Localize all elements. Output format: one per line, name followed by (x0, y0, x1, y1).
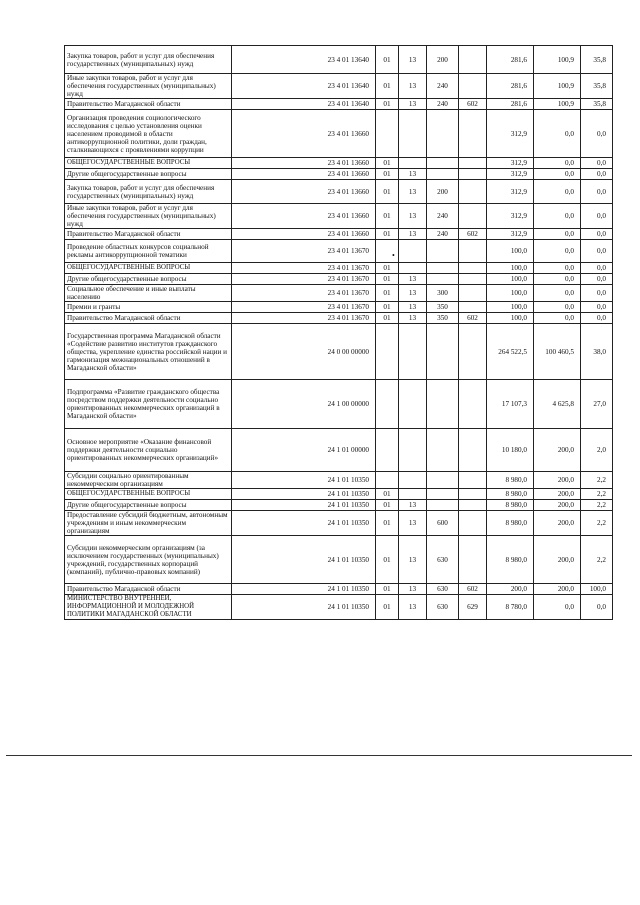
cell-vr (427, 240, 459, 263)
cell-pr (399, 110, 427, 158)
cell-name: Закупка товаров, работ и услуг для обеспечения государственных (муниципальных) нужд (65, 46, 232, 74)
cell-code: 24 1 01 10350 (232, 595, 376, 620)
cell-a: 281,6 (487, 99, 534, 110)
table-row (65, 99, 613, 110)
cell-pr: 13 (399, 180, 427, 204)
table-row (65, 429, 613, 472)
cell-c: 27,0 (581, 380, 613, 429)
cell-a: 264 522,5 (487, 324, 534, 380)
table-row (65, 302, 613, 313)
cell-c: 0,0 (581, 180, 613, 204)
cell-vr: 350 (427, 313, 459, 324)
cell-name: Иные закупки товаров, работ и услуг для обеспечения государственных (муниципальных) нужд (65, 74, 232, 99)
cell-pr (399, 263, 427, 274)
cell-b: 0,0 (534, 274, 581, 285)
cell-b: 200,0 (534, 511, 581, 536)
cell-vr (427, 274, 459, 285)
cell-rz: 01 (376, 302, 399, 313)
cell-b: 200,0 (534, 536, 581, 584)
cell-rz: 01 (376, 313, 399, 324)
cell-grbs (459, 46, 487, 74)
stray-mark: • (392, 251, 395, 260)
table-row (65, 263, 613, 274)
cell-a: 17 107,3 (487, 380, 534, 429)
cell-a: 312,9 (487, 180, 534, 204)
table-row (65, 324, 613, 380)
cell-a: 8 980,0 (487, 536, 534, 584)
table-row (65, 180, 613, 204)
cell-pr: 13 (399, 99, 427, 110)
cell-grbs: 602 (459, 99, 487, 110)
cell-rz: 01 (376, 158, 399, 169)
cell-a: 8 980,0 (487, 489, 534, 500)
cell-a: 10 180,0 (487, 429, 534, 472)
cell-a: 200,0 (487, 584, 534, 595)
cell-pr: 13 (399, 500, 427, 511)
cell-name: Организация проведения социологического исследования с целью установления оценки населением проводимой в области антикоррупционной политики, доли граждан, сталкивающихся с проявлениями коррупции (65, 110, 232, 158)
cell-code: 23 4 01 13670 (232, 285, 376, 302)
cell-vr (427, 489, 459, 500)
cell-vr: 240 (427, 204, 459, 229)
cell-a: 281,6 (487, 74, 534, 99)
cell-pr: 13 (399, 595, 427, 620)
cell-grbs (459, 169, 487, 180)
cell-code: 24 1 01 10350 (232, 584, 376, 595)
cell-vr: 630 (427, 595, 459, 620)
cell-pr (399, 472, 427, 489)
cell-vr (427, 429, 459, 472)
cell-pr: 13 (399, 204, 427, 229)
cell-rz: 01 (376, 285, 399, 302)
cell-b: 200,0 (534, 489, 581, 500)
cell-code: 23 4 01 13660 (232, 158, 376, 169)
cell-name: Социальное обеспечение и иные выплаты населению (65, 285, 232, 302)
cell-pr: 13 (399, 274, 427, 285)
cell-code: 24 1 01 10350 (232, 472, 376, 489)
cell-c: 100,0 (581, 584, 613, 595)
cell-b: 0,0 (534, 263, 581, 274)
cell-name: Подпрограмма «Развитие гражданского общества посредством поддержки деятельности социально ориентированных некоммерческих организаций в Магаданской области» (65, 380, 232, 429)
cell-rz: 01 (376, 229, 399, 240)
cell-name: Государственная программа Магаданской области «Содействие развитию институтов гражданского общества, укрепление единства российской нации и гармонизация межнациональных отношений в Магаданской области» (65, 324, 232, 380)
cell-name: Проведение областных конкурсов социальной рекламы антикоррупционной тематики (65, 240, 232, 263)
cell-c: 0,0 (581, 229, 613, 240)
cell-name: ОБЩЕГОСУДАРСТВЕННЫЕ ВОПРОСЫ (65, 489, 232, 500)
cell-grbs (459, 429, 487, 472)
cell-b: 0,0 (534, 169, 581, 180)
cell-code: 23 4 01 13670 (232, 274, 376, 285)
cell-grbs (459, 263, 487, 274)
cell-pr: 13 (399, 584, 427, 595)
cell-a: 312,9 (487, 229, 534, 240)
cell-c: 2,2 (581, 536, 613, 584)
cell-c: 35,8 (581, 46, 613, 74)
cell-c: 0,0 (581, 285, 613, 302)
cell-b: 0,0 (534, 229, 581, 240)
cell-name: Правительство Магаданской области (65, 584, 232, 595)
cell-rz: 01 (376, 169, 399, 180)
cell-pr: 13 (399, 46, 427, 74)
cell-a: 312,9 (487, 110, 534, 158)
cell-name: Основное мероприятие «Оказание финансовой поддержки деятельности социально ориентированных некоммерческих организаций» (65, 429, 232, 472)
cell-c: 2,2 (581, 472, 613, 489)
cell-b: 0,0 (534, 158, 581, 169)
cell-name: Правительство Магаданской области (65, 229, 232, 240)
table-row (65, 500, 613, 511)
table-row (65, 285, 613, 302)
cell-b: 0,0 (534, 302, 581, 313)
table-row (65, 313, 613, 324)
table-row (65, 274, 613, 285)
cell-name: Другие общегосударственные вопросы (65, 500, 232, 511)
cell-a: 100,0 (487, 263, 534, 274)
cell-vr: 600 (427, 511, 459, 536)
table-body (65, 46, 613, 620)
cell-rz: 01 (376, 500, 399, 511)
cell-code: 23 4 01 13660 (232, 180, 376, 204)
cell-grbs (459, 380, 487, 429)
cell-rz: 01 (376, 263, 399, 274)
cell-b: 100,9 (534, 74, 581, 99)
cell-pr: 13 (399, 74, 427, 99)
cell-vr (427, 263, 459, 274)
cell-rz (376, 324, 399, 380)
cell-name: Закупка товаров, работ и услуг для обеспечения государственных (муниципальных) нужд (65, 180, 232, 204)
cell-vr: 240 (427, 229, 459, 240)
cell-a: 8 780,0 (487, 595, 534, 620)
cell-pr: 13 (399, 169, 427, 180)
cell-b: 0,0 (534, 204, 581, 229)
cell-rz: 01 (376, 274, 399, 285)
table-row (65, 240, 613, 263)
cell-grbs (459, 240, 487, 263)
cell-rz: 01 (376, 584, 399, 595)
cell-grbs (459, 324, 487, 380)
cell-rz: 01 (376, 180, 399, 204)
cell-vr: 350 (427, 302, 459, 313)
cell-vr: 200 (427, 180, 459, 204)
cell-grbs (459, 158, 487, 169)
cell-a: 100,0 (487, 240, 534, 263)
cell-vr (427, 169, 459, 180)
cell-code: 23 4 01 13660 (232, 110, 376, 158)
table-row (65, 472, 613, 489)
cell-vr (427, 324, 459, 380)
budget-table (64, 45, 613, 620)
cell-name: Правительство Магаданской области (65, 99, 232, 110)
table-row (65, 229, 613, 240)
cell-rz (376, 110, 399, 158)
cell-rz: 01 (376, 536, 399, 584)
footer-divider (6, 755, 632, 756)
cell-b: 200,0 (534, 429, 581, 472)
cell-c: 0,0 (581, 313, 613, 324)
cell-pr: 13 (399, 302, 427, 313)
cell-name: Предоставление субсидий бюджетным, автономным учреждениям и иным некоммерческим организациям (65, 511, 232, 536)
cell-a: 312,9 (487, 204, 534, 229)
cell-b: 200,0 (534, 472, 581, 489)
cell-c: 0,0 (581, 169, 613, 180)
cell-a: 8 980,0 (487, 511, 534, 536)
cell-code: 23 4 01 13670 (232, 302, 376, 313)
cell-c: 0,0 (581, 302, 613, 313)
cell-code: 24 1 01 10350 (232, 489, 376, 500)
cell-b: 100,9 (534, 99, 581, 110)
cell-code: 23 4 01 13640 (232, 46, 376, 74)
cell-vr: 240 (427, 74, 459, 99)
cell-name: Субсидии некоммерческим организациям (за исключением государственных (муниципальных) учреждений, государственных корпораций (компаний), публично-правовых компаний) (65, 536, 232, 584)
cell-b: 0,0 (534, 180, 581, 204)
table-row (65, 169, 613, 180)
cell-code: 24 1 01 10350 (232, 536, 376, 584)
cell-grbs (459, 511, 487, 536)
cell-pr: 13 (399, 536, 427, 584)
cell-code: 24 1 01 10350 (232, 511, 376, 536)
cell-rz (376, 240, 399, 263)
cell-rz (376, 380, 399, 429)
cell-grbs (459, 536, 487, 584)
cell-rz: 01 (376, 204, 399, 229)
cell-grbs (459, 274, 487, 285)
table-row (65, 158, 613, 169)
cell-b: 200,0 (534, 584, 581, 595)
cell-vr: 240 (427, 99, 459, 110)
cell-rz: 01 (376, 489, 399, 500)
cell-rz: 01 (376, 595, 399, 620)
cell-code: 23 4 01 13660 (232, 229, 376, 240)
cell-code: 23 4 01 13660 (232, 204, 376, 229)
cell-vr (427, 380, 459, 429)
cell-code: 23 4 01 13670 (232, 313, 376, 324)
cell-name: ОБЩЕГОСУДАРСТВЕННЫЕ ВОПРОСЫ (65, 263, 232, 274)
cell-name: МИНИСТЕРСТВО ВНУТРЕННЕЙ, ИНФОРМАЦИОННОЙ И МОЛОДЕЖНОЙ ПОЛИТИКИ МАГАДАНСКОЙ ОБЛАСТИ (65, 595, 232, 620)
cell-a: 100,0 (487, 285, 534, 302)
cell-pr (399, 324, 427, 380)
cell-vr: 630 (427, 584, 459, 595)
cell-c: 35,8 (581, 99, 613, 110)
cell-code: 23 4 01 13670 (232, 263, 376, 274)
cell-pr (399, 240, 427, 263)
cell-grbs (459, 74, 487, 99)
cell-rz: 01 (376, 511, 399, 536)
cell-vr (427, 472, 459, 489)
cell-code: 24 1 01 10350 (232, 500, 376, 511)
cell-vr (427, 110, 459, 158)
table-row (65, 536, 613, 584)
cell-vr: 630 (427, 536, 459, 584)
cell-c: 35,8 (581, 74, 613, 99)
cell-name: Другие общегосударственные вопросы (65, 274, 232, 285)
cell-grbs (459, 500, 487, 511)
table-row (65, 110, 613, 158)
table-row (65, 489, 613, 500)
cell-b: 100,9 (534, 46, 581, 74)
cell-name: Субсидии социально ориентированным некоммерческим организациям (65, 472, 232, 489)
table-row (65, 74, 613, 99)
cell-vr: 300 (427, 285, 459, 302)
cell-rz: 01 (376, 74, 399, 99)
cell-pr: 13 (399, 511, 427, 536)
table-row (65, 511, 613, 536)
cell-c: 0,0 (581, 110, 613, 158)
cell-grbs (459, 204, 487, 229)
cell-a: 100,0 (487, 302, 534, 313)
cell-code: 23 4 01 13640 (232, 99, 376, 110)
cell-c: 0,0 (581, 274, 613, 285)
cell-c: 0,0 (581, 595, 613, 620)
cell-a: 312,9 (487, 158, 534, 169)
cell-c: 2,2 (581, 489, 613, 500)
table-row (65, 46, 613, 74)
cell-c: 2,2 (581, 511, 613, 536)
cell-grbs (459, 472, 487, 489)
cell-code: 24 0 00 00000 (232, 324, 376, 380)
cell-a: 312,9 (487, 169, 534, 180)
cell-vr (427, 158, 459, 169)
cell-code: 24 1 00 00000 (232, 380, 376, 429)
cell-name: Правительство Магаданской области (65, 313, 232, 324)
cell-code: 23 4 01 13670 (232, 240, 376, 263)
cell-pr (399, 380, 427, 429)
cell-name: Иные закупки товаров, работ и услуг для обеспечения государственных (муниципальных) нужд (65, 204, 232, 229)
cell-c: 2,2 (581, 500, 613, 511)
cell-rz (376, 472, 399, 489)
cell-a: 100,0 (487, 313, 534, 324)
cell-name: Другие общегосударственные вопросы (65, 169, 232, 180)
cell-code: 24 1 01 00000 (232, 429, 376, 472)
cell-pr: 13 (399, 313, 427, 324)
cell-grbs: 602 (459, 313, 487, 324)
cell-grbs (459, 180, 487, 204)
cell-b: 200,0 (534, 500, 581, 511)
cell-a: 8 980,0 (487, 500, 534, 511)
cell-pr (399, 158, 427, 169)
cell-pr: 13 (399, 229, 427, 240)
cell-b: 0,0 (534, 240, 581, 263)
cell-b: 100 460,5 (534, 324, 581, 380)
cell-grbs: 629 (459, 595, 487, 620)
cell-code: 23 4 01 13640 (232, 74, 376, 99)
table-row (65, 204, 613, 229)
cell-b: 0,0 (534, 313, 581, 324)
cell-grbs (459, 285, 487, 302)
cell-vr (427, 500, 459, 511)
cell-rz: 01 (376, 99, 399, 110)
cell-rz: 01 (376, 46, 399, 74)
cell-a: 281,6 (487, 46, 534, 74)
table-row (65, 584, 613, 595)
cell-a: 100,0 (487, 274, 534, 285)
cell-grbs (459, 302, 487, 313)
table-row (65, 595, 613, 620)
cell-c: 0,0 (581, 158, 613, 169)
cell-c: 38,0 (581, 324, 613, 380)
cell-code: 23 4 01 13660 (232, 169, 376, 180)
cell-grbs (459, 110, 487, 158)
cell-b: 0,0 (534, 595, 581, 620)
cell-pr: 13 (399, 285, 427, 302)
cell-b: 4 625,8 (534, 380, 581, 429)
cell-c: 0,0 (581, 204, 613, 229)
cell-c: 0,0 (581, 263, 613, 274)
table-row (65, 380, 613, 429)
cell-grbs: 602 (459, 584, 487, 595)
cell-a: 8 980,0 (487, 472, 534, 489)
cell-vr: 200 (427, 46, 459, 74)
cell-c: 0,0 (581, 240, 613, 263)
cell-grbs: 602 (459, 229, 487, 240)
cell-name: ОБЩЕГОСУДАРСТВЕННЫЕ ВОПРОСЫ (65, 158, 232, 169)
cell-b: 0,0 (534, 285, 581, 302)
cell-rz (376, 429, 399, 472)
cell-grbs (459, 489, 487, 500)
cell-pr (399, 429, 427, 472)
cell-name: Премии и гранты (65, 302, 232, 313)
cell-pr (399, 489, 427, 500)
cell-b: 0,0 (534, 110, 581, 158)
cell-c: 2,0 (581, 429, 613, 472)
